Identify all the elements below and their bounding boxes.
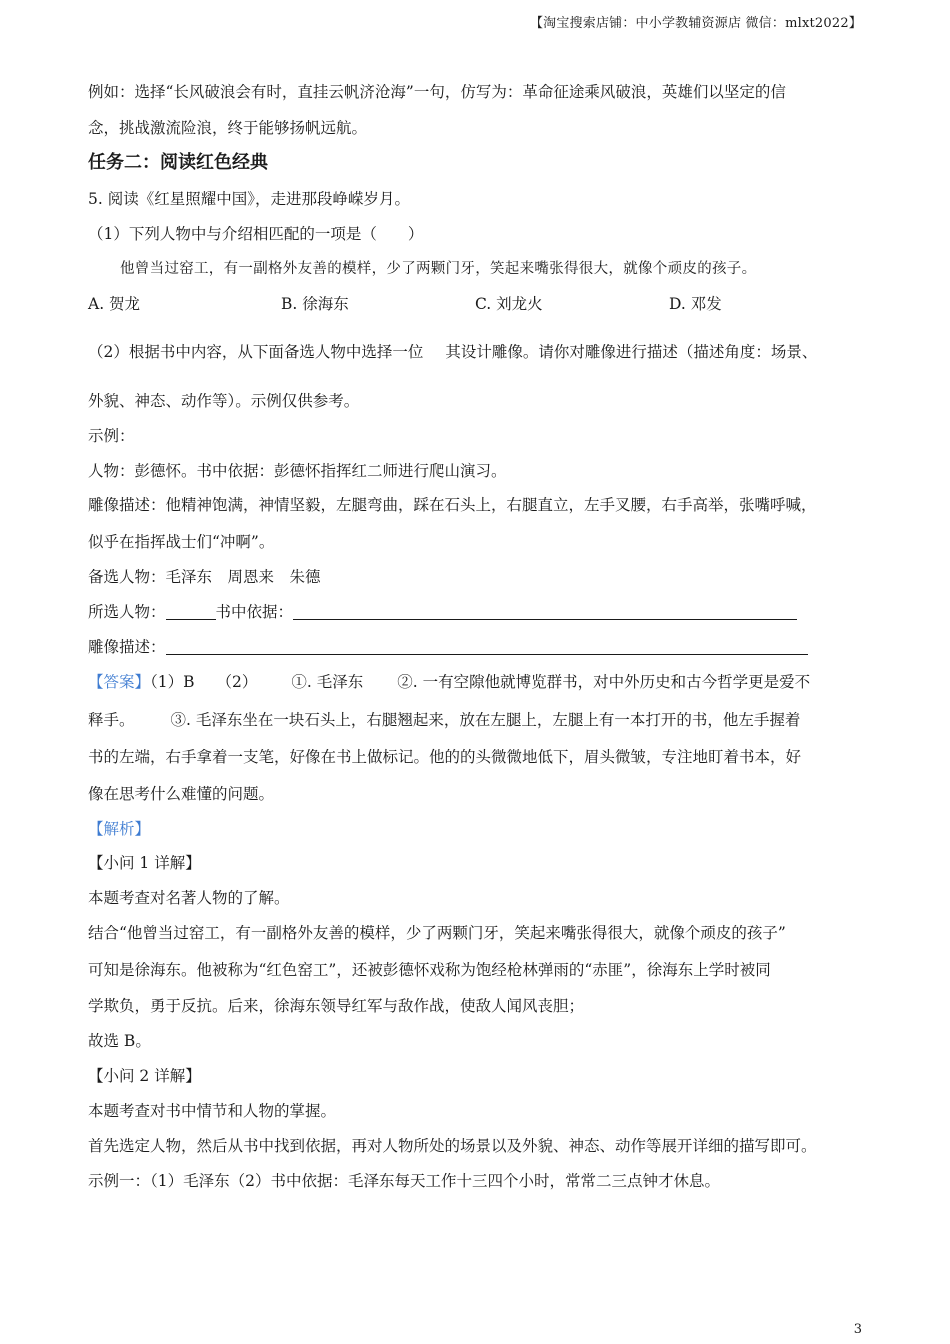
- intro-line: 例如：选择“长风破浪会有时，直挂云帆济沧海”一句，仿写为：革命征途乘风破浪，英雄们以坚定的信: [88, 83, 786, 101]
- analysis-line: 本题考查对书中情节和人物的掌握。: [88, 1102, 337, 1120]
- chosen-person-label: 所选人物：: [88, 603, 166, 621]
- sub-detail-title: 【小问 2 详解】: [88, 1067, 201, 1085]
- option-d: D. 邓发: [669, 295, 722, 313]
- analysis-line: 可知是徐海东。他被称为“红色窑工”，还被彭德怀戏称为饱经枪林弹雨的“赤匪”，徐海东上学时被同: [88, 961, 771, 979]
- analysis-line: 学欺负，勇于反抗。后来，徐海东领导红军与敌作战，使敌人闻风丧胆；: [88, 997, 585, 1015]
- page-header: 【淘宝搜索店铺：中小学教辅资源店 微信：mlxt2022】: [529, 16, 862, 31]
- analysis-line: 故选 B。: [88, 1032, 151, 1050]
- option-a: A. 贺龙: [88, 295, 141, 313]
- analysis-line: 本题考查对名著人物的了解。: [88, 889, 290, 907]
- answer-part: （1）B: [150, 673, 195, 691]
- answer-line: [88, 709, 800, 731]
- answer-tag: 【答案】: [88, 673, 151, 691]
- answer-part: ③. 毛泽东坐在一块石头上，右腿翘起来，放在左腿上，左腿上有一本打开的书，他左手握着: [170, 711, 801, 729]
- analysis-line: 示例一：（1）毛泽东（2）书中依据：毛泽东每天工作十三四个小时，常常二三点钟才休息。: [88, 1172, 720, 1190]
- analysis-line: 结合“他曾当过窑工，有一副格外友善的模样，少了两颗门牙，笑起来嘴张得很大，就像个顽皮的孩子”: [88, 924, 786, 942]
- statue-description-label: 雕像描述：: [88, 638, 166, 656]
- answer-part: （2）: [216, 673, 258, 691]
- chosen-person-blank[interactable]: [166, 603, 216, 620]
- answer-line: [88, 671, 810, 693]
- question-stem: 5. 阅读《红星照耀中国》，走进那段峥嵘岁月。: [88, 190, 410, 208]
- section-title: 任务二：阅读红色经典: [88, 152, 268, 173]
- sub-question-2-part: （2）根据书中内容，从下面备选人物中选择一位: [88, 343, 424, 361]
- example-label: 示例：: [88, 427, 135, 445]
- answer-line: 像在思考什么难懂的问题。: [88, 785, 275, 803]
- analysis-tag: 【解析】: [88, 820, 151, 838]
- sub-question-2: [88, 341, 817, 363]
- analysis-line: 首先选定人物，然后从书中找到依据，再对人物所处的场景以及外貌、神态、动作等展开详细的描写即可。: [88, 1137, 817, 1155]
- option-b: B. 徐海东: [281, 295, 349, 313]
- sub-question-2-line: 外貌、神态、动作等）。示例仅供参考。: [88, 392, 360, 410]
- statue-description-blank[interactable]: [166, 638, 808, 655]
- statue-description-row: [88, 636, 808, 658]
- basis-blank[interactable]: [293, 603, 797, 620]
- sub-question-1: （1）下列人物中与介绍相匹配的一项是（ ）: [88, 225, 424, 243]
- sub-question-2-part: 其设计雕像。请你对雕像进行描述（描述角度：场景、: [445, 343, 818, 361]
- basis-label: 书中依据：: [215, 603, 294, 621]
- chosen-person-row: [88, 601, 797, 623]
- candidate-list: 备选人物：毛泽东 周恩来 朱德: [88, 568, 321, 586]
- example-description: 似乎在指挥战士们“冲啊”。: [88, 533, 275, 551]
- answer-line: 书的左端，右手拿着一支笔，好像在书上做标记。他的的头微微地低下，眉头微皱，专注地盯着书本，好: [88, 748, 802, 766]
- example-description: 雕像描述：他精神饱满，神情坚毅，左腿弯曲，踩在石头上，右腿直立，左手叉腰，右手高举，张嘴呼喊，: [88, 496, 817, 514]
- intro-line: 念，挑战激流险浪，终于能够扬帆远航。: [88, 119, 368, 137]
- sub-detail-title: 【小问 1 详解】: [88, 854, 201, 872]
- option-c: C. 刘龙火: [475, 295, 543, 313]
- answer-part: 释手。: [88, 711, 135, 729]
- page-number: 3: [853, 1322, 862, 1337]
- answer-part: ②. 一有空隙他就博览群书，对中外历史和古今哲学更是爱不: [397, 673, 811, 691]
- answer-part: ①. 毛泽东: [291, 673, 364, 691]
- example-person: 人物：彭德怀。书中依据：彭德怀指挥红二师进行爬山演习。: [88, 462, 507, 480]
- character-quote: 他曾当过窑工，有一副格外友善的模样，少了两颗门牙，笑起来嘴张得很大，就像个顽皮的孩子。: [120, 261, 757, 277]
